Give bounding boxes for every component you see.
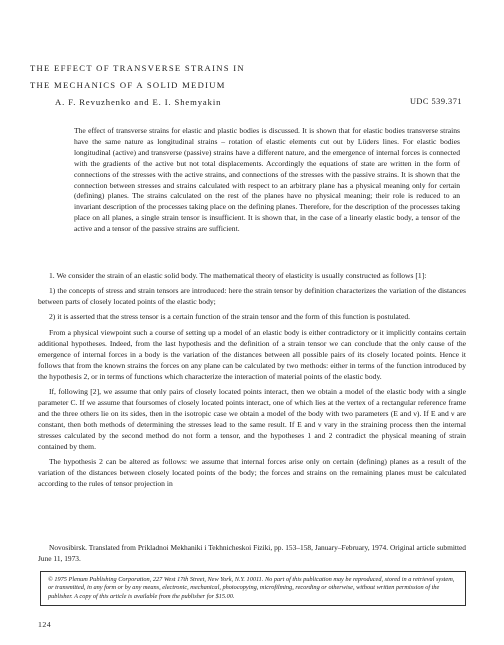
translation-footnote: Novosibirsk. Translated from Prikladnoi Mekhaniki i Tekhnicheskoi Fiziki, pp. 153–158, January–February, 1974. Original article submitted June 11, 1973. xyxy=(38,543,466,563)
paper-title xyxy=(30,60,450,94)
title-line-2: THE MECHANICS OF A SOLID MEDIUM xyxy=(30,80,226,90)
page-number: 124 xyxy=(38,620,52,629)
paragraph-5: If, following [2], we assume that only pairs of closely located points interact, then we obtain a model of the elastic body with a single parameter C. If we assume that foursomes of closely located points interact, one of which lies at the vertex of a rectangular reference frame and the three others lie on its sides, then in the isotropic case we obtain a model of the body with two parameters (E and ν). If E and ν are constant, then both methods of determining the stresses lead to the same result. If E and ν vary in the straining process then the internal stresses calculated by the second method do not form a tensor, and the hypotheses 1 and 2 contradict the physical meaning of strain contained by them. xyxy=(38,386,466,451)
copyright-notice: © 1975 Plenum Publishing Corporation, 227 West 17th Street, New York, N.Y. 10011. No part of this publication may be reproduced, stored in a retrieval system, or transmitted, in any form or by any means, electronic, mechanical, photocopying, microfilming, recording or otherwise, without written permission of the publisher. A copy of this article is available from the publisher for $15.00. xyxy=(40,571,466,606)
udc-code: UDC 539.371 xyxy=(409,97,462,106)
paragraph-3: 2) it is asserted that the stress tensor is a certain function of the strain tensor and the form of this function is postulated. xyxy=(49,312,411,322)
abstract: The effect of transverse strains for elastic and plastic bodies is discussed. It is shown that for elastic bodies transverse strains have the same nature as longitudinal strains – rotation of elastic elements cut out by Lüders lines. For elastic bodies longitudinal (active) and transverse (passive) strains have a different nature, and the emergence of internal forces is connected with the gradients of the active but not total displacements. Accordingly the equations of state are written in the form of connections of the stresses with the active strains, and connections of the stresses with the passive strains. It is shown that the connection between stresses and strains calculated with respect to an arbitrary plane has a physical meaning only for certain (defining) planes. The strains calculated on the rest of the planes have no physical meaning; their role is reduced to an invariant description of the processes taking place on the defining planes. Therefore, for the description of the processes taking place on all planes, a single strain tensor is insufficient. It is shown that, in the case of a linearly elastic body, a tensor of the active and a tensor of the passive strains are sufficient. xyxy=(74,126,460,234)
paragraph-6: The hypothesis 2 can be altered as follows: we assume that internal forces arise only on certain (defining) planes as a result of the variation of the distances between closely located points of the body; the forces and strains on the remaining planes must be calculated according to the rules of tensor projection in xyxy=(38,456,466,488)
paragraph-4: From a physical viewpoint such a course of setting up a model of an elastic body is either contradictory or it implicitly contains certain additional hypotheses. Indeed, from the last hypothesis and the definition of a strain tensor we can conclude that the only cause of the emergence of internal forces in a body is the variation of the distances between all possible pairs of its closely located points. Hence it follows that from the known strains the forces on any plane can be calculated by two methods: either in terms of the function introduced by the hypothesis 2, or in terms of functions which characterize the interaction of material points of the elastic body. xyxy=(38,327,466,381)
title-line-1: THE EFFECT OF TRANSVERSE STRAINS IN xyxy=(30,63,245,73)
body-text xyxy=(38,270,466,493)
paragraph-2: 1) the concepts of stress and strain tensors are introduced: here the strain tensor by definition characterizes the variation of the distances between parts of closely located points of the elastic body; xyxy=(38,286,466,307)
authors: A. F. Revuzhenko and E. I. Shemyakin xyxy=(55,97,222,107)
paragraph-1: 1. We consider the strain of an elastic solid body. The mathematical theory of elasticity is usually constructed as follows [1]: xyxy=(49,271,427,280)
